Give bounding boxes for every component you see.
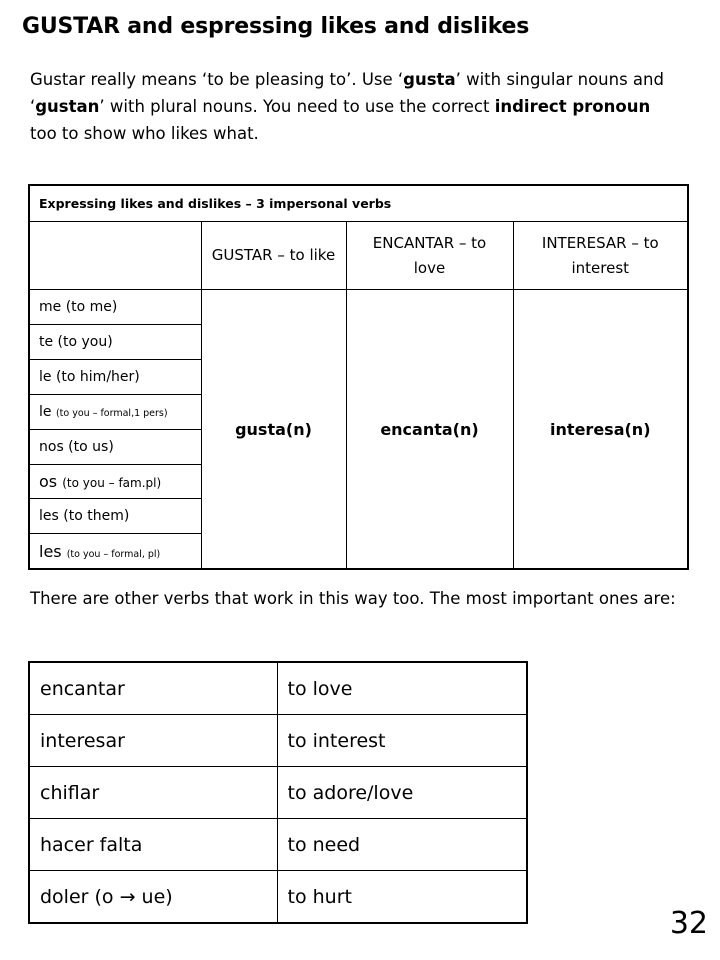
pronoun-text: os: [39, 471, 63, 491]
table-row: [29, 715, 527, 767]
table-row: [29, 871, 527, 924]
pronoun-text: le: [39, 403, 56, 420]
verb-spanish: hacer falta: [29, 819, 277, 871]
pronoun-note: (to you – formal, pl): [66, 548, 161, 560]
pronoun-text: nos (to us): [39, 438, 114, 455]
header-interesar: INTERESAR – to interest: [513, 221, 688, 290]
verb-spanish: encantar: [29, 662, 277, 715]
intro-text-4: too to show who likes what.: [30, 124, 259, 143]
pronoun-cell: [29, 360, 201, 395]
intro-text-2: ’ with singular nouns and ‘: [30, 70, 664, 116]
page-number: 32: [669, 906, 708, 941]
pronoun-cell: [29, 290, 201, 325]
pronoun-text: te (to you): [39, 334, 113, 351]
pronoun-text: les (to them): [39, 508, 130, 525]
table-row: [29, 662, 527, 715]
form-encanta: encanta(n): [346, 290, 513, 569]
verb-english: to hurt: [277, 871, 527, 924]
pronoun-cell: [29, 394, 201, 429]
pronoun-text: me (to me): [39, 299, 118, 316]
intro-text-3: ’ with plural nouns. You need to use the correct: [99, 97, 495, 116]
intro-bold-gustan: gustan: [35, 97, 100, 116]
intro-text-1: Gustar really means ‘to be pleasing to’. Use ‘: [30, 70, 404, 89]
pronoun-cell: [29, 534, 201, 569]
pronoun-text: le (to him/her): [39, 368, 140, 385]
verb-english: to interest: [277, 715, 527, 767]
intro-bold-gusta: gusta: [403, 70, 456, 89]
verb-english: to need: [277, 819, 527, 871]
other-verbs-table: [28, 661, 528, 924]
pronoun-cell: [29, 499, 201, 534]
pronoun-cell: [29, 429, 201, 464]
table-row: [29, 767, 527, 819]
verb-spanish: doler (o → ue): [29, 871, 277, 924]
verb-spanish: interesar: [29, 715, 277, 767]
form-interesa: interesa(n): [513, 290, 688, 569]
intro-bold-indirect-pronoun: indirect pronoun: [494, 97, 651, 116]
table-row: [29, 819, 527, 871]
verb-english: to love: [277, 662, 527, 715]
pronoun-cell: [29, 464, 201, 499]
header-encantar: ENCANTAR – to love: [346, 221, 513, 290]
impersonal-verbs-table: [28, 184, 689, 570]
other-verbs-intro: There are other verbs that work in this way too. The most important ones are:: [30, 589, 676, 608]
header-gustar: GUSTAR – to like: [201, 221, 346, 290]
pronoun-text: les: [39, 541, 67, 561]
form-gusta: gusta(n): [201, 290, 346, 569]
intro-paragraph: [30, 66, 680, 147]
table-caption: Expressing likes and dislikes – 3 impersonal verbs: [29, 185, 688, 221]
verb-english: to adore/love: [277, 767, 527, 819]
pronoun-note: (to you – formal,1 pers): [55, 407, 168, 419]
pronoun-cell: [29, 325, 201, 360]
header-empty-cell: [29, 221, 201, 290]
pronoun-note: (to you – fam.pl): [62, 475, 162, 490]
verb-spanish: chiflar: [29, 767, 277, 819]
page-title: GUSTAR and espressing likes and dislikes: [22, 14, 530, 39]
